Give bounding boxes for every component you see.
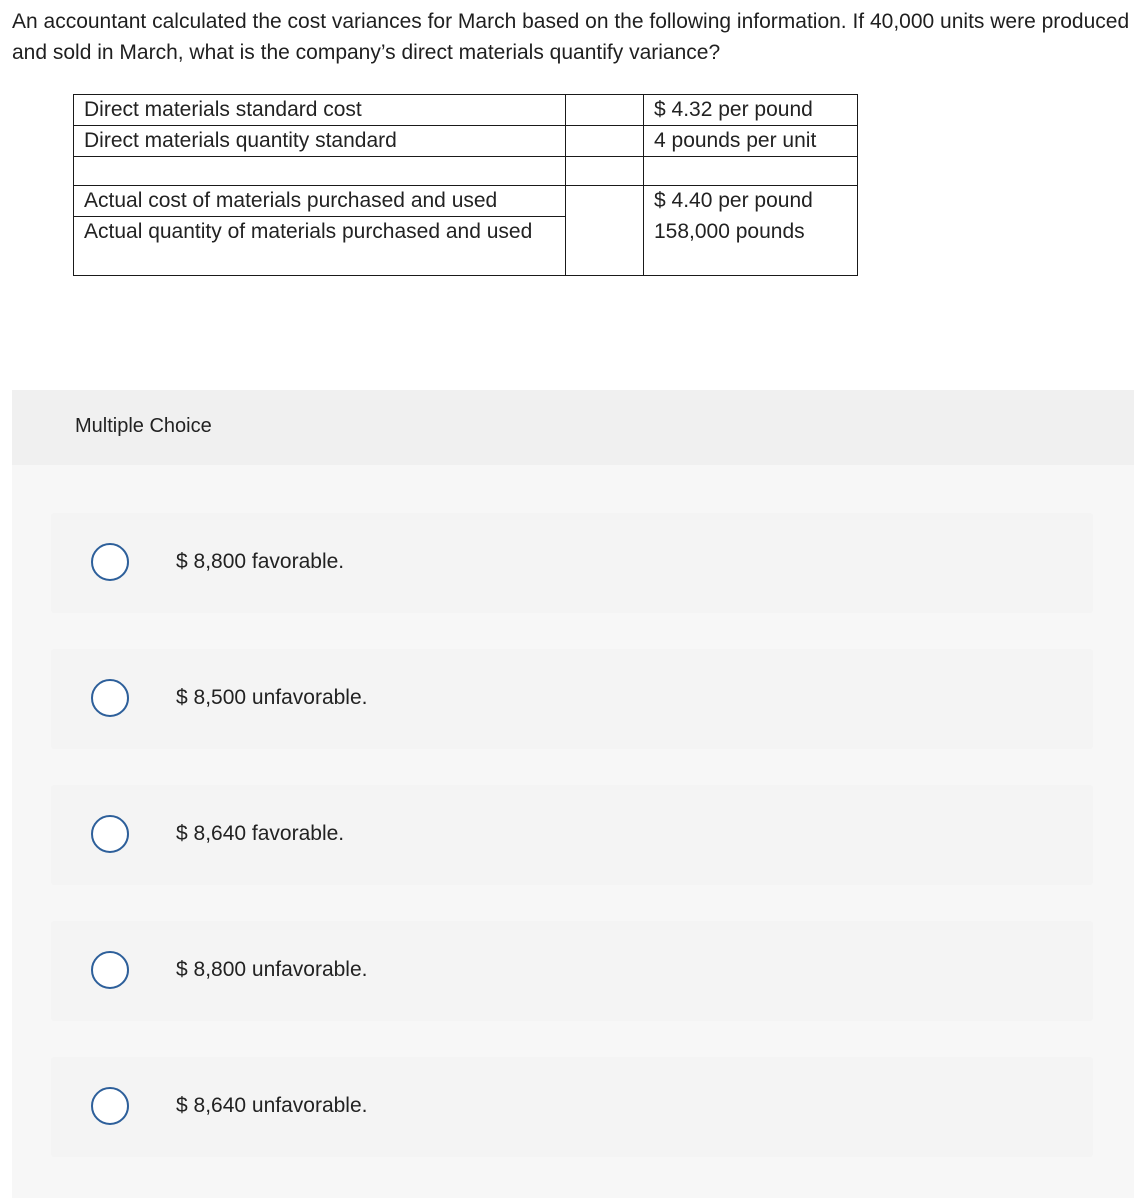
table-cell-value xyxy=(644,157,858,186)
table-row xyxy=(74,186,858,217)
table-cell-value: $ 4.40 per pound xyxy=(644,186,858,217)
choice-option-3[interactable] xyxy=(51,785,1093,885)
choice-option-5[interactable] xyxy=(51,1057,1093,1157)
table-row xyxy=(74,95,858,126)
multiple-choice-title: Multiple Choice xyxy=(75,415,212,437)
choice-label[interactable]: $ 8,800 unfavorable. xyxy=(176,958,368,981)
table-cell-empty xyxy=(566,157,644,186)
choice-option-1[interactable] xyxy=(51,513,1093,613)
multiple-choice-panel xyxy=(12,390,1134,1198)
radio-button-icon[interactable] xyxy=(91,679,129,717)
table-row xyxy=(74,157,858,186)
table-cell-value: 4 pounds per unit xyxy=(644,126,858,157)
table-cell-value: 158,000 pounds xyxy=(644,217,858,276)
cost-data-table xyxy=(73,94,858,276)
choice-label[interactable]: $ 8,800 favorable. xyxy=(176,550,345,573)
radio-button-icon[interactable] xyxy=(91,543,129,581)
question-text: An accountant calculated the cost variances for March based on the following information. If 40,000 units were produced and sold in March, what is the company’s direct materials quantify variance? xyxy=(12,10,1130,64)
table-row xyxy=(74,126,858,157)
multiple-choice-header xyxy=(12,390,1134,465)
choice-option-4[interactable] xyxy=(51,921,1093,1021)
table-cell-empty xyxy=(566,126,644,157)
table-cell-empty xyxy=(566,95,644,126)
table-cell-label: Actual quantity of materials purchased and used xyxy=(74,217,566,276)
table-cell-label xyxy=(74,157,566,186)
table-cell-label: Direct materials quantity standard xyxy=(74,126,566,157)
radio-button-icon[interactable] xyxy=(91,1087,129,1125)
choice-label[interactable]: $ 8,500 unfavorable. xyxy=(176,686,368,709)
table-row xyxy=(74,217,858,276)
table-cell-empty xyxy=(566,217,644,276)
radio-button-icon[interactable] xyxy=(91,815,129,853)
table-cell-empty xyxy=(566,186,644,217)
choice-label[interactable]: $ 8,640 favorable. xyxy=(176,822,345,845)
radio-button-icon[interactable] xyxy=(91,951,129,989)
table-cell-label: Actual cost of materials purchased and used xyxy=(74,186,566,217)
table-cell-label: Direct materials standard cost xyxy=(74,95,566,126)
choice-option-2[interactable] xyxy=(51,649,1093,749)
table-cell-value: $ 4.32 per pound xyxy=(644,95,858,126)
choice-label[interactable]: $ 8,640 unfavorable. xyxy=(176,1094,368,1117)
